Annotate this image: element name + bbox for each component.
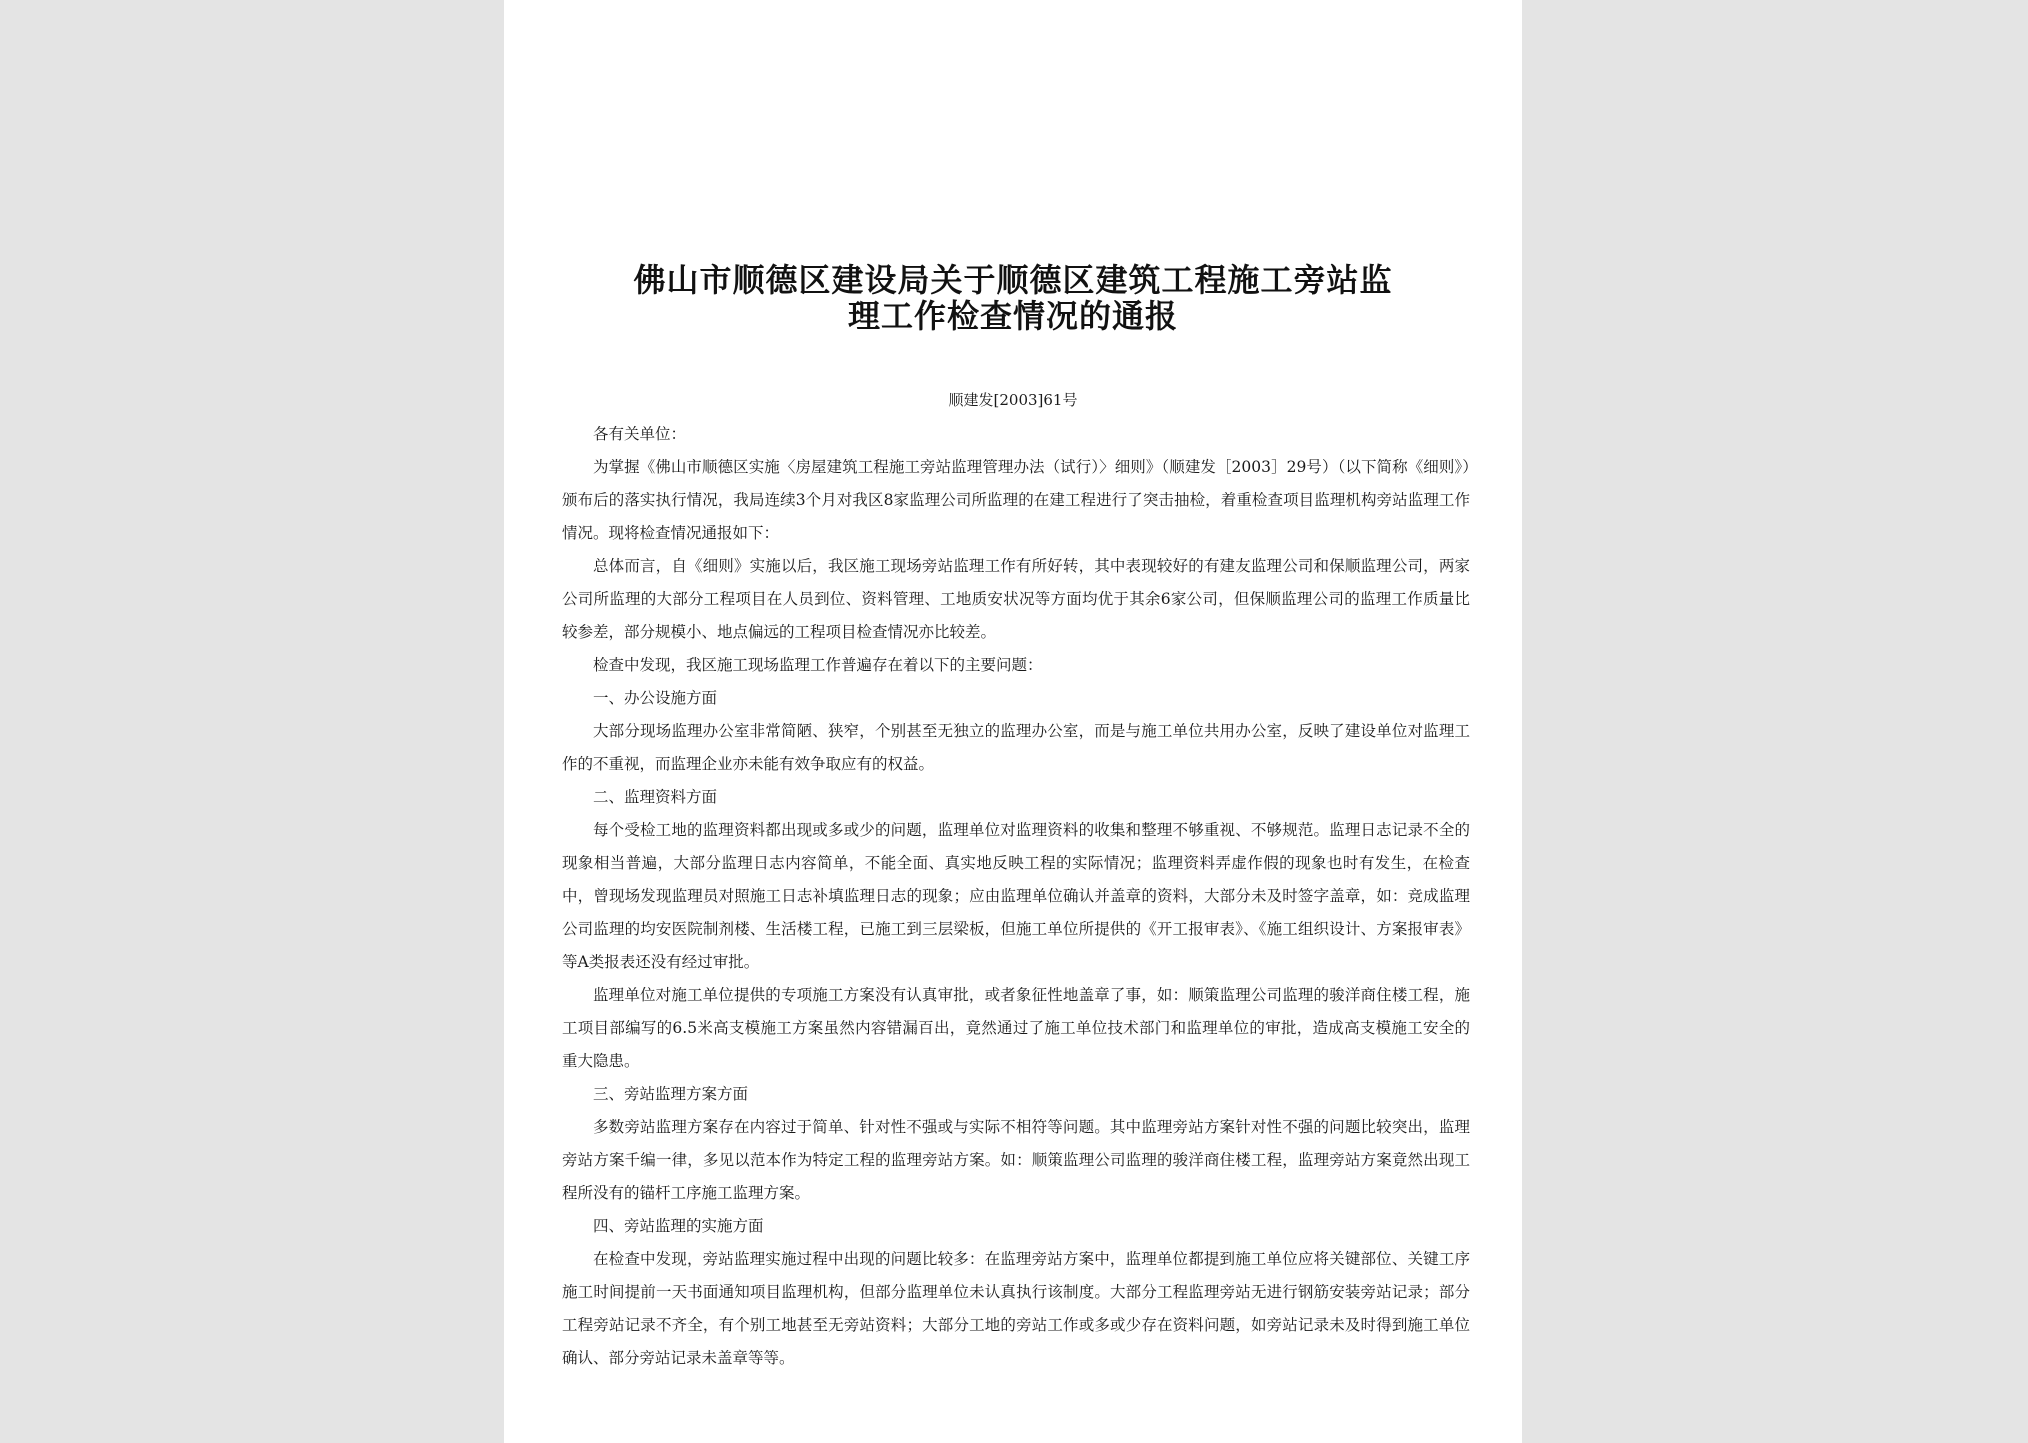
salutation: 各有关单位：	[593, 425, 687, 443]
paragraph: 在检查中发现，旁站监理实施过程中出现的问题比较多：在监理旁站方案中，监理单位都提到施工单位应将关键部位、关键工序施工时间提前一天书面通知项目监理机构，但部分监理单位未认真执行该制度。大部分工程监理旁站无进行钢筋安装旁站记录；部分工程旁站记录不齐全，有个别工地甚至无旁站资料；大部分工地的旁站工作或多或少存在资料问题，如旁站记录未及时得到施工单位确认、部分旁站记录未盖章等等。	[562, 1250, 1470, 1367]
section-heading: 一、办公设施方面	[593, 689, 718, 707]
paragraph: 为掌握《佛山市顺德区实施〈房屋建筑工程施工旁站监理管理办法（试行）〉细则》（顺建发［2003］29号）（以下简称《细则》）颁布后的落实执行情况，我局连续3个月对我区8家监理公司所监理的在建工程进行了突击抽检，着重检查项目监理机构旁站监理工作情况。现将检查情况通报如下：	[562, 458, 1470, 542]
paragraph: 监理单位对施工单位提供的专项施工方案没有认真审批，或者象征性地盖章了事，如：顺策监理公司监理的骏洋商住楼工程，施工项目部编写的6.5米高支模施工方案虽然内容错漏百出，竟然通过了施工单位技术部门和监理单位的审批，造成高支模施工安全的重大隐患。	[562, 986, 1470, 1070]
document-page	[504, 0, 1522, 1443]
paragraph: 总体而言，自《细则》实施以后，我区施工现场旁站监理工作有所好转，其中表现较好的有建友监理公司和保顺监理公司，两家公司所监理的大部分工程项目在人员到位、资料管理、工地质安状况等方面均优于其余6家公司，但保顺监理公司的监理工作质量比较参差，部分规模小、地点偏远的工程项目检查情况亦比较差。	[562, 557, 1470, 641]
paragraph: 多数旁站监理方案存在内容过于简单、针对性不强或与实际不相符等问题。其中监理旁站方案针对性不强的问题比较突出，监理旁站方案千编一律，多见以范本作为特定工程的监理旁站方案。如：顺策监理公司监理的骏洋商住楼工程，监理旁站方案竟然出现工程所没有的锚杆工序施工监理方案。	[562, 1118, 1470, 1202]
document-title	[544, 262, 1482, 334]
paragraph: 检查中发现，我区施工现场监理工作普遍存在着以下的主要问题：	[593, 656, 1043, 674]
section-heading: 二、监理资料方面	[593, 788, 718, 806]
document-number: 顺建发[2003]61号	[948, 391, 1078, 409]
document-body	[562, 418, 1470, 1375]
section-heading: 三、旁站监理方案方面	[593, 1085, 749, 1103]
section-heading: 四、旁站监理的实施方面	[593, 1217, 764, 1235]
title-line-1: 佛山市顺德区建设局关于顺德区建筑工程施工旁站监	[633, 261, 1393, 299]
paragraph: 每个受检工地的监理资料都出现或多或少的问题，监理单位对监理资料的收集和整理不够重视、不够规范。监理日志记录不全的现象相当普遍，大部分监理日志内容简单，不能全面、真实地反映工程的实际情况；监理资料弄虚作假的现象也时有发生，在检查中，曾现场发现监理员对照施工日志补填监理日志的现象；应由监理单位确认并盖章的资料，大部分未及时签字盖章，如：竞成监理公司监理的均安医院制剂楼、生活楼工程，已施工到三层梁板，但施工单位所提供的《开工报审表》、《施工组织设计、方案报审表》等A类报表还没有经过审批。	[562, 821, 1470, 971]
paragraph: 大部分现场监理办公室非常简陋、狭窄，个别甚至无独立的监理办公室，而是与施工单位共用办公室，反映了建设单位对监理工作的不重视，而监理企业亦未能有效争取应有的权益。	[562, 722, 1470, 773]
title-line-2: 理工作检查情况的通报	[847, 297, 1178, 335]
